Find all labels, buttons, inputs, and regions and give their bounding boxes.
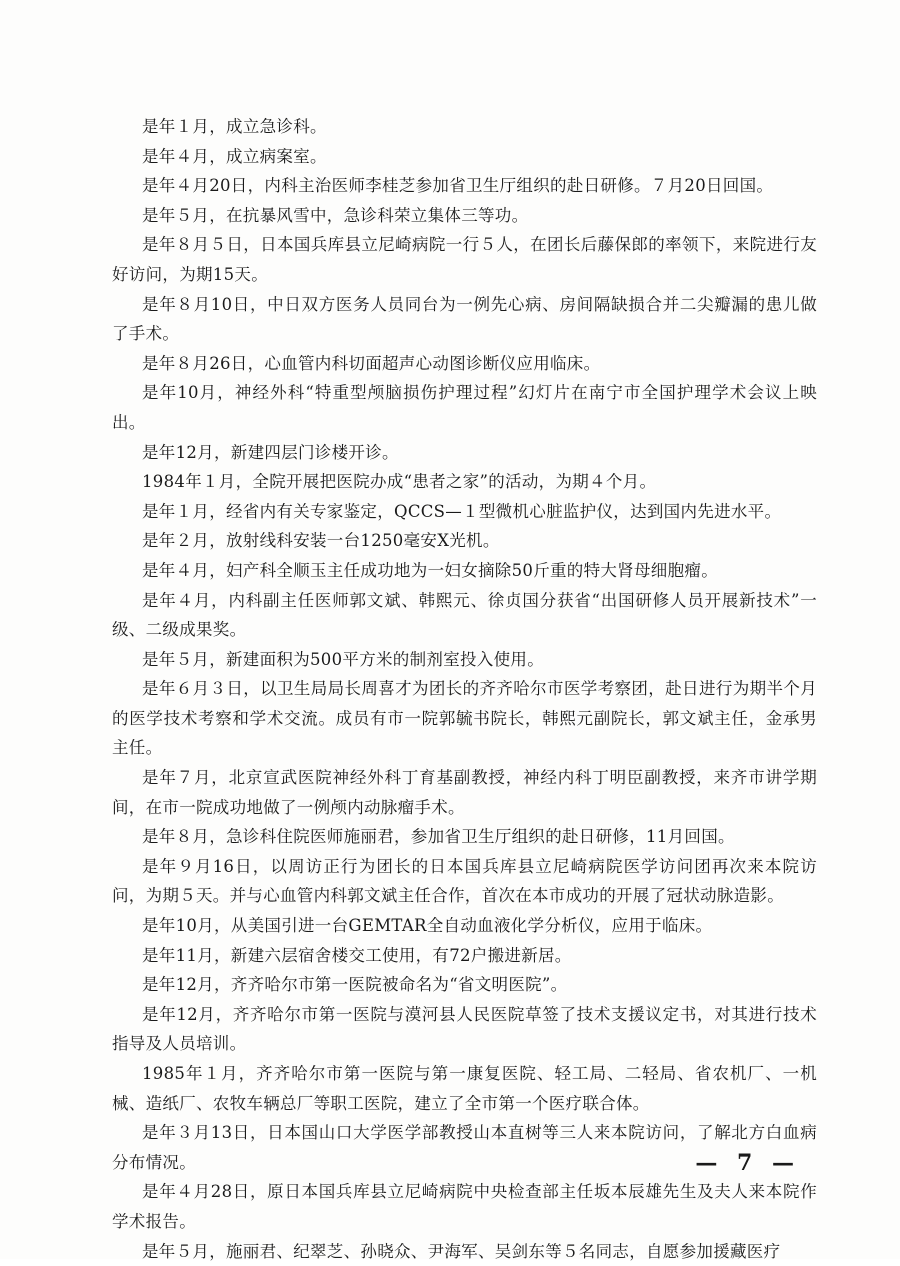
paragraph: 是年５月，施丽君、纪翠芝、孙晓众、尹海军、吴剑东等５名同志，自愿参加援藏医疗 — [142, 1241, 781, 1261]
paragraph: 是年８月，急诊科住院医师施丽君，参加省卫生厅组织的赴日研修，11月回国。 — [142, 827, 735, 847]
paragraph: 是年10月，神经外科“特重型颅脑损伤护理过程”幻灯片在南宁市全国护理学术会议上映出。 — [112, 383, 817, 432]
paragraph: 是年６月３日，以卫生局局长周喜才为团长的齐齐哈尔市医学考察团，赴日进行为期半个月的医学技术考察和学术交流。成员有市一院郭毓书院长，韩熙元副院长，郭文斌主任，金承男主任。 — [112, 679, 817, 758]
paragraph: 是年８月26日，心血管内科切面超声心动图诊断仪应用临床。 — [142, 353, 601, 373]
paragraph: 是年４月，成立病案室。 — [142, 146, 327, 166]
page-number: — 7 — — [695, 1150, 800, 1176]
paragraph: 是年４月，内科副主任医师郭文斌、韩熙元、徐贞国分获省“出国研修人员开展新技术”一级、二级成果奖。 — [112, 590, 817, 640]
paragraph: 是年４月28日，原日本国兵库县立尼崎病院中央检查部主任坂本辰雄先生及夫人来本院作学术报告。 — [112, 1182, 817, 1231]
paragraph: 是年８月５日，日本国兵库县立尼崎病院一行５人，在团长后藤保郎的率领下，来院进行友好访问，为期15天。 — [112, 235, 817, 284]
paragraph: 是年12月，齐齐哈尔市第一医院被命名为“省文明医院”。 — [142, 975, 568, 995]
paragraph: 是年５月，新建面积为500平方米的制剂室投入使用。 — [142, 649, 544, 669]
paragraph: 是年５月，在抗暴风雪中，急诊科荣立集体三等功。 — [142, 205, 529, 225]
paragraph: 1984年１月，全院开展把医院办成“患者之家”的活动，为期４个月。 — [142, 472, 657, 492]
paragraph: 是年３月13日，日本国山口大学医学部教授山本直树等三人来本院访问，了解北方白血病分布情况。 — [112, 1123, 817, 1172]
paragraph: 是年８月10日，中日双方医务人员同台为一例先心病、房间隔缺损合并二尖瓣漏的患儿做了手术。 — [112, 294, 817, 344]
paragraph: 是年12月，新建四层门诊楼开诊。 — [142, 442, 399, 462]
paragraph: 是年７月，北京宣武医院神经外科丁育基副教授，神经内科丁明臣副教授，来齐市讲学期间，在市一院成功地做了一例颅内动脉瘤手术。 — [112, 768, 817, 817]
paragraph: 是年４月，妇产科全顺玉主任成功地为一妇女摘除50斤重的特大肾母细胞瘤。 — [142, 560, 718, 580]
body-text — [112, 112, 817, 1266]
paragraph: 是年１月，成立急诊科。 — [142, 117, 327, 136]
paragraph: 是年４月20日，内科主治医师李桂芝参加省卫生厅组织的赴日研修。７月20日回国。 — [142, 176, 774, 196]
paragraph: 是年11月，新建六层宿舍楼交工使用，有72户搬进新居。 — [142, 945, 572, 965]
paragraph: 是年12月，齐齐哈尔市第一医院与漠河县人民医院草签了技术支援议定书，对其进行技术指导及人员培训。 — [112, 1004, 817, 1054]
paragraph: 1985年１月，齐齐哈尔市第一医院与第一康复医院、轻工局、二轻局、省农机厂、一机械、造纸厂、农牧车辆总厂等职工医院，建立了全市第一个医疗联合体。 — [112, 1064, 817, 1113]
paragraph: 是年10月，从美国引进一台GEMTAR全自动血液化学分析仪，应用于临床。 — [142, 916, 713, 936]
paragraph: 是年２月，放射线科安装一台1250毫安X光机。 — [142, 531, 500, 551]
paragraph: 是年１月，经省内有关专家鉴定，QCCS—１型微机心脏监护仪，达到国内先进水平。 — [142, 501, 782, 521]
paragraph: 是年９月16日，以周访正行为团长的日本国兵库县立尼崎病院医学访问团再次来本院访问，为期５天。并与心血管内科郭文斌主任合作，首次在本市成功的开展了冠状动脉造影。 — [112, 856, 817, 906]
